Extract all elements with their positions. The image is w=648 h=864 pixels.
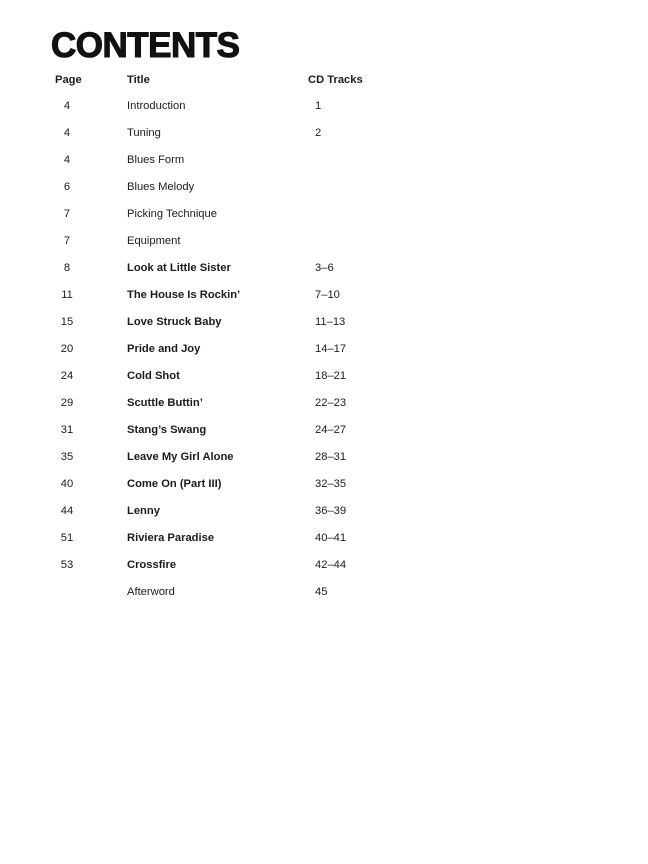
title-cell: Blues Form [127,154,185,166]
page-number-cell: 53 [60,559,74,571]
page-number-cell: 7 [63,208,71,220]
cd-tracks-cell: 3–6 [315,262,334,274]
table-row [55,471,595,498]
table-row [55,147,595,174]
title-cell: Afterword [127,586,175,598]
table-row [55,201,595,228]
page-number-cell: 44 [60,505,74,517]
column-header-title: Title [127,74,150,86]
page-number-cell: 4 [63,127,71,139]
table-row [55,579,595,606]
page-number-cell: 8 [63,262,71,274]
table-row [55,255,595,282]
page-number-cell: 4 [63,154,71,166]
cd-tracks-cell: 18–21 [315,370,347,382]
title-cell: Riviera Paradise [127,532,215,544]
page-number-cell: 15 [60,316,74,328]
table-row [55,444,595,471]
title-cell: Scuttle Buttin’ [127,397,203,409]
page-number-cell: 29 [60,397,74,409]
cd-tracks-cell: 7–10 [315,289,340,301]
cd-tracks-cell: 22–23 [315,397,347,409]
cd-tracks-cell: 1 [315,100,322,112]
table-row [55,93,595,120]
table-row [55,525,595,552]
table-row [55,120,595,147]
cd-tracks-cell: 45 [315,586,328,598]
table-row [55,552,595,579]
title-cell: Cold Shot [127,370,180,382]
title-cell: Crossfire [127,559,177,571]
title-cell: Look at Little Sister [127,262,231,274]
title-cell: Picking Technique [127,208,217,220]
table-row [55,174,595,201]
title-cell: Leave My Girl Alone [127,451,234,463]
page-number-cell: 40 [60,478,74,490]
cd-tracks-cell: 14–17 [315,343,347,355]
title-cell: Equipment [127,235,181,247]
table-row [55,282,595,309]
title-cell: Introduction [127,100,186,112]
table-header-row [55,68,595,92]
table-row [55,390,595,417]
cd-tracks-cell: 11–13 [315,316,346,328]
table-row [55,417,595,444]
column-header-cd-tracks: CD Tracks [308,74,363,86]
table-row [55,498,595,525]
cd-tracks-cell: 36–39 [315,505,347,517]
page-number-cell: 11 [61,289,73,301]
page-number-cell: 6 [63,181,71,193]
table-body [55,93,595,606]
title-cell: Lenny [127,505,160,517]
title-cell: Pride and Joy [127,343,201,355]
page-number-cell: 51 [60,532,74,544]
page-title: CONTENTS [51,26,240,65]
page-number-cell: 35 [60,451,74,463]
title-cell: Tuning [127,127,161,139]
cd-tracks-cell: 32–35 [315,478,347,490]
page-number-cell: 31 [60,424,74,436]
cd-tracks-cell: 24–27 [315,424,347,436]
cd-tracks-cell: 42–44 [315,559,347,571]
cd-tracks-cell: 28–31 [315,451,347,463]
table-row [55,336,595,363]
page-number-cell: 7 [63,235,71,247]
page-number-cell: 24 [60,370,74,382]
table-row [55,363,595,390]
cd-tracks-cell: 40–41 [315,532,347,544]
title-cell: Blues Melody [127,181,195,193]
table-row [55,309,595,336]
title-cell: Love Struck Baby [127,316,222,328]
page-number-cell: 4 [63,100,71,112]
page-number-cell: 20 [60,343,74,355]
cd-tracks-cell: 2 [315,127,322,139]
title-cell: Come On (Part III) [127,478,222,490]
table-row [55,228,595,255]
title-cell: Stang’s Swang [127,424,207,436]
column-header-page: Page [55,74,82,86]
title-cell: The House Is Rockin’ [127,289,241,301]
